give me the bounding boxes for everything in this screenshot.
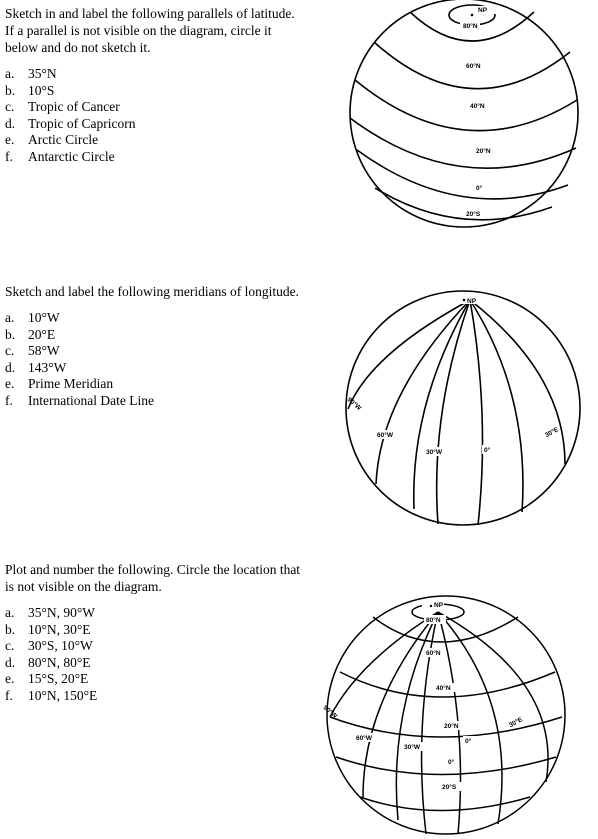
parallel-20s (375, 188, 552, 220)
item-letter: c. (5, 99, 15, 114)
meridian-30w (422, 612, 438, 834)
latitude-list (5, 66, 305, 165)
longitude-list (5, 310, 305, 409)
plot-section (5, 561, 305, 704)
latitude-globe (330, 0, 585, 240)
list-item (5, 671, 305, 688)
item-text: International Date Line (28, 392, 154, 408)
label-60w: 60°W (356, 735, 372, 742)
parallel-0 (357, 150, 568, 199)
item-text: 58°W (28, 343, 60, 358)
item-letter: b. (5, 82, 16, 98)
label-30e: 30°E (507, 716, 524, 730)
item-text: Antarctic Circle (28, 148, 115, 164)
item-text: 10°N, 30°E (28, 621, 91, 637)
item-letter: a. (5, 605, 15, 620)
list-item (5, 116, 305, 133)
list-item (5, 638, 305, 655)
label-90w: 90°W (345, 396, 363, 412)
item-letter: a. (5, 310, 15, 325)
list-item (5, 605, 305, 622)
label-30e: 30°E (543, 426, 560, 440)
list-item (5, 132, 305, 149)
latitude-instruction: Sketch in and label the following parallels of latitude. If a parallel is not visible on the diagram, circle it below and do not sketch it. (5, 6, 295, 55)
parallel-20s (360, 797, 530, 811)
label-np: NP (467, 298, 477, 305)
meridian-30w (437, 300, 470, 524)
globe-outline (346, 291, 580, 525)
label-30w: 30°W (404, 744, 420, 751)
list-item (5, 393, 305, 410)
item-text: 143°W (28, 359, 67, 375)
meridian-90w (348, 300, 470, 409)
item-text: 15°S, 20°E (28, 671, 89, 686)
meridian-15e (438, 612, 502, 824)
label-20n: 20°N (476, 148, 491, 155)
label-0: 0° (476, 185, 483, 192)
parallel-20n (350, 118, 576, 168)
list-item (5, 343, 305, 360)
item-letter: e. (5, 671, 15, 686)
label-60n: 60°N (426, 650, 441, 657)
item-letter: c. (5, 343, 15, 358)
item-letter: d. (5, 654, 16, 670)
list-item (5, 149, 305, 166)
longitude-instruction: Sketch and label the following meridians of longitude. (5, 284, 299, 299)
list-item (5, 655, 305, 672)
plot-instruction: Plot and number the following. Circle the location that is not visible on the diagram. (5, 562, 301, 594)
list-item (5, 376, 305, 393)
item-text: Tropic of Capricorn (28, 115, 136, 131)
label-80n: 80°N (463, 23, 478, 30)
list-item (5, 66, 305, 83)
item-letter: d. (5, 359, 16, 375)
meridian-15e (470, 300, 523, 512)
item-letter: d. (5, 115, 16, 131)
label-90w: 90°W (321, 704, 339, 720)
label-20s: 20°S (442, 784, 457, 791)
label-0-lon: 0° (465, 738, 472, 745)
item-letter: e. (5, 132, 15, 147)
label-np: NP (434, 602, 444, 609)
longitude-globe (330, 284, 585, 536)
item-text: 35°N, 90°W (28, 605, 96, 620)
item-text: 30°S, 10°W (28, 638, 93, 653)
item-text: Tropic of Cancer (28, 99, 120, 114)
north-pole-dot (471, 14, 474, 17)
label-20s: 20°S (466, 211, 481, 218)
item-text: 10°N, 150°E (28, 687, 98, 703)
list-item (5, 622, 305, 639)
item-text: 10°W (28, 310, 60, 325)
label-0-lat: 0° (448, 759, 455, 766)
label-20n: 20°N (444, 723, 459, 730)
label-60w: 60°W (377, 432, 393, 439)
label-0: 0° (484, 447, 491, 454)
meridian-90w (330, 612, 438, 717)
item-text: 80°N, 80°E (28, 654, 91, 670)
item-letter: c. (5, 638, 15, 653)
item-text: 35°N (28, 66, 57, 81)
plot-globe (318, 592, 580, 837)
list-item (5, 99, 305, 116)
item-text: Arctic Circle (28, 132, 99, 147)
label-30w: 30°W (426, 449, 442, 456)
item-text: Prime Meridian (28, 376, 114, 391)
label-40n: 40°N (470, 103, 485, 110)
item-letter: f. (5, 687, 13, 703)
list-item (5, 327, 305, 344)
label-np: NP (478, 7, 488, 14)
label-80n: 80°N (426, 617, 441, 624)
item-letter: b. (5, 326, 16, 342)
item-letter: a. (5, 66, 15, 81)
item-letter: f. (5, 392, 13, 408)
label-60n: 60°N (466, 63, 481, 70)
list-item (5, 83, 305, 100)
label-40n: 40°N (436, 685, 451, 692)
item-letter: b. (5, 621, 16, 637)
item-letter: f. (5, 148, 13, 164)
plot-list (5, 605, 305, 704)
list-item (5, 310, 305, 327)
north-pole-dot (430, 605, 432, 607)
north-pole-dot (463, 299, 466, 302)
longitude-section (5, 283, 305, 409)
list-item (5, 360, 305, 377)
item-letter: e. (5, 376, 15, 391)
meridian-0 (470, 300, 483, 525)
latitude-section (5, 5, 305, 165)
item-text: 20°E (28, 326, 56, 342)
item-text: 10°S (28, 82, 55, 98)
meridian-60w (363, 612, 438, 797)
list-item (5, 688, 305, 705)
